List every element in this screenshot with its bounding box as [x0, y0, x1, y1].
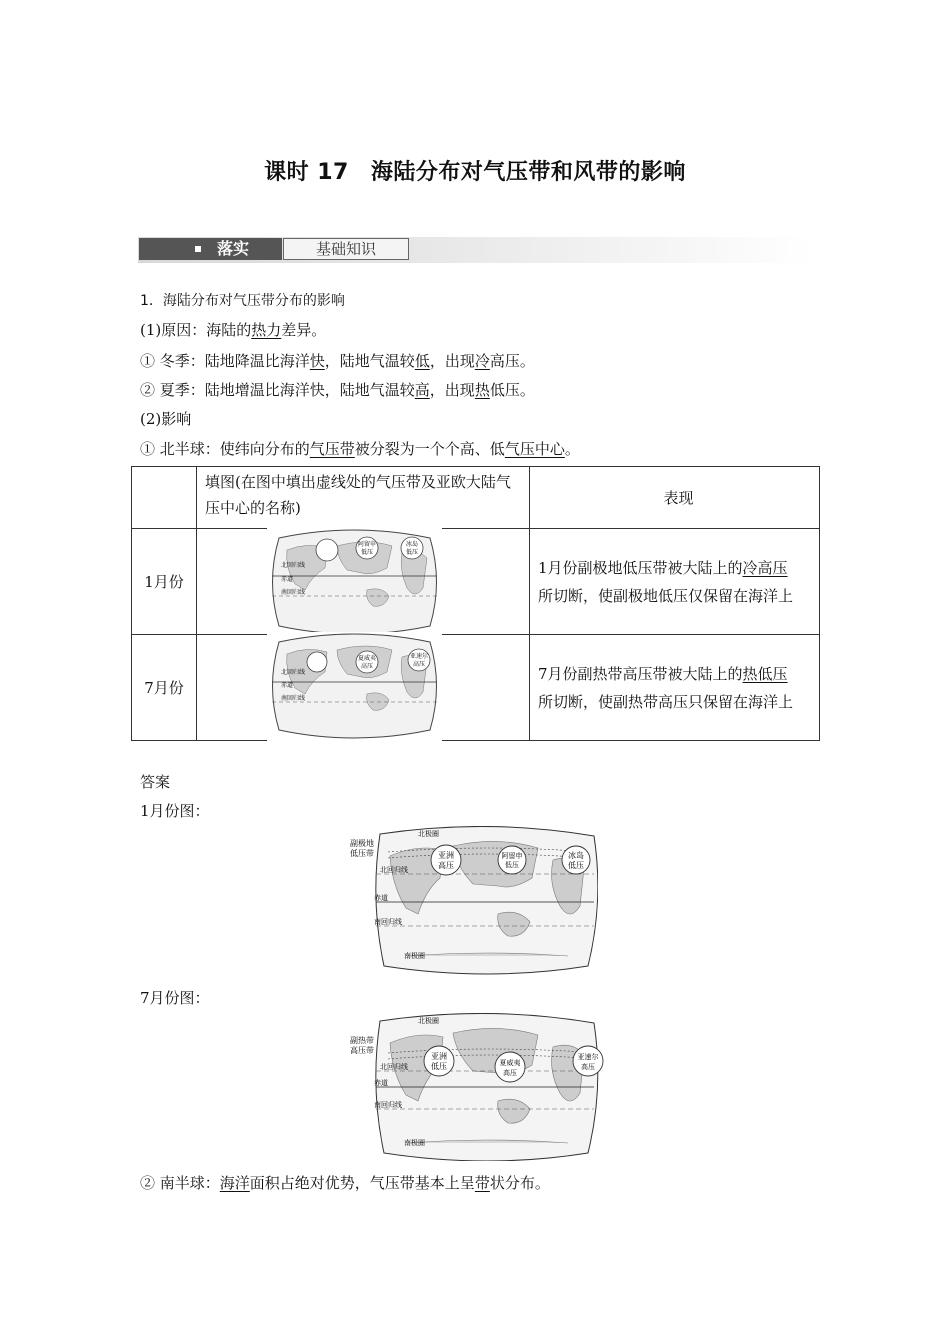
map-label: 赤道	[281, 576, 294, 583]
map-label: 赤道	[374, 894, 388, 902]
section-heading: 1．海陆分布对气压带分布的影响	[140, 293, 345, 309]
north-line: ① 北半球：使纬向分布的气压带被分裂为一个个高、低气压中心。	[140, 440, 580, 458]
map-label: 副热带	[350, 1036, 374, 1045]
show-cell: 7月份副热带高压带被大陆上的热低压 所切断，使副热带高压只保留在海洋上	[530, 635, 820, 741]
map-label: 低压	[405, 549, 419, 556]
map-label: 低压	[431, 1062, 447, 1071]
map-label: 低压	[505, 861, 519, 869]
table-row	[132, 529, 820, 635]
cause-line: (1)原因：海陆的热力差异。	[140, 321, 327, 339]
month-cell: 7月份	[132, 635, 197, 741]
map-label: 高压	[360, 663, 374, 670]
map-label: 夏威夷	[357, 655, 377, 662]
map-label: 南极圈	[404, 1139, 425, 1147]
map-cell	[197, 529, 530, 635]
map-label: 北回归线	[281, 562, 306, 569]
map-label: 北回归线	[380, 1063, 408, 1071]
winter-line: ① 冬季：陆地降温比海洋快，陆地气温较低，出现冷高压。	[140, 352, 535, 370]
map-label: 高压	[412, 661, 426, 668]
banner-tag: 落实	[139, 238, 282, 260]
map-label: 北极圈	[418, 830, 439, 838]
map-label: 南回归线	[281, 589, 306, 596]
map-label: 副极地	[350, 839, 374, 848]
map-label: 夏威夷	[499, 1059, 521, 1067]
map-label: 阿留申	[501, 852, 523, 860]
map-label: 高压	[581, 1063, 595, 1071]
map-label: 北极圈	[418, 1017, 439, 1025]
map-label: 南回归线	[281, 695, 306, 702]
map-label: 南极圈	[404, 952, 425, 960]
map-label: 赤道	[374, 1079, 388, 1087]
south-line: ② 南半球：海洋面积占绝对优势，气压带基本上呈带状分布。	[140, 1174, 550, 1192]
map-label: 冰岛	[405, 541, 419, 548]
map-label: 亚速尔	[409, 653, 429, 660]
month-cell: 1月份	[132, 529, 197, 635]
map-label: 北回归线	[380, 866, 408, 874]
map-label: 南回归线	[374, 1101, 402, 1109]
summer-line: ② 夏季：陆地增温比海洋快，陆地气温较高，出现热低压。	[140, 381, 535, 399]
banner-label: 基础知识	[283, 238, 409, 260]
pressure-table	[131, 466, 820, 741]
map-label: 赤道	[281, 682, 294, 689]
map-label: 低压	[360, 549, 374, 556]
map-label: 阿留申	[357, 541, 377, 548]
map-label: 南回归线	[374, 918, 402, 926]
map-label: 高压	[503, 1069, 517, 1077]
section-banner	[138, 237, 812, 263]
jul-label: 7月份图：	[140, 989, 210, 1007]
header-fill: 填图(在图中填出虚线处的气压带及亚欧大陆气压中心的名称)	[197, 467, 530, 529]
page-title: 课时 17 海陆分布对气压带和风带的影响	[264, 160, 686, 185]
table-row	[132, 635, 820, 741]
header-show: 表现	[530, 467, 820, 529]
jan-label: 1月份图：	[140, 802, 210, 820]
show-cell: 1月份副极地低压带被大陆上的冷高压 所切断，使副极地低压仅保留在海洋上	[530, 529, 820, 635]
effect-line: (2)影响	[140, 410, 192, 428]
blank-map-jul	[267, 632, 442, 744]
answer-label: 答案	[140, 773, 171, 791]
header-empty	[132, 467, 197, 529]
map-label: 北回归线	[281, 669, 306, 676]
blank-map-jan	[267, 528, 442, 640]
map-label: 低压带	[350, 849, 374, 858]
table-header-row	[132, 467, 820, 529]
map-label: 高压带	[350, 1046, 374, 1055]
answer-map-jul	[348, 1013, 608, 1161]
map-cell	[197, 635, 530, 741]
answer-map-jan	[348, 826, 598, 976]
map-label: 冰岛	[568, 851, 584, 860]
map-label: 高压	[438, 861, 454, 870]
map-label: 亚速尔	[577, 1053, 599, 1061]
map-label: 亚洲	[438, 851, 454, 860]
map-label: 低压	[568, 861, 584, 870]
map-label: 亚洲	[431, 1052, 447, 1061]
